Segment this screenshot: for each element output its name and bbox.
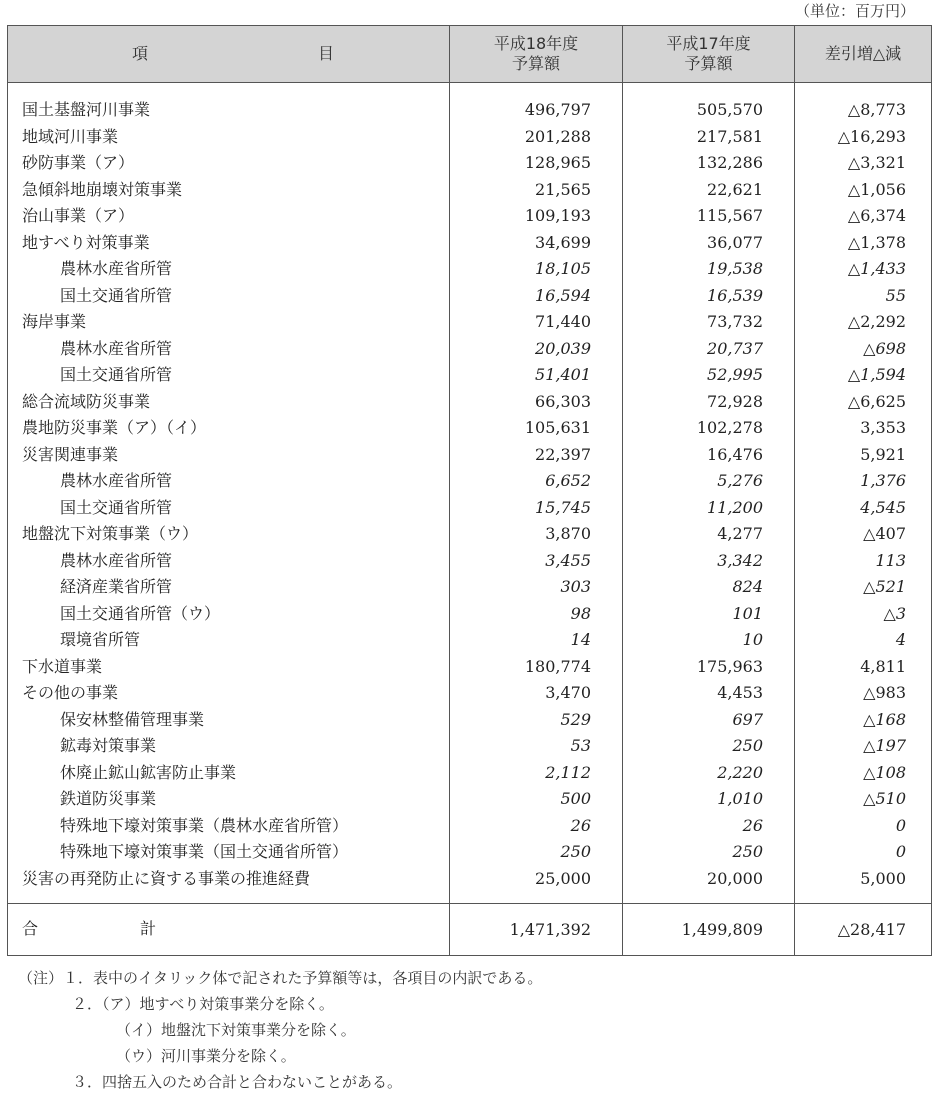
row-diff: 4 [795,627,932,654]
row-name: 国土交通省所管（ウ） [8,601,450,628]
row-diff: △2,292 [795,309,932,336]
row-fy18: 128,965 [450,150,623,177]
row-name: 農林水産省所管 [8,548,450,575]
disaster-budget-table [7,25,932,956]
row-fy17: 20,000 [623,866,795,893]
row-diff: 5,000 [795,866,932,893]
row-name: 国土交通省所管 [8,362,450,389]
header-fy18-label: 平成18年度 予算額 [493,34,579,73]
row-fy17: 132,286 [623,150,795,177]
row-fy17: 22,621 [623,177,795,204]
row-fy17: 824 [623,574,795,601]
row-diff: 0 [795,839,932,866]
row-fy18: 180,774 [450,654,623,681]
row-diff: △1,594 [795,362,932,389]
total-label-b: 計 [140,919,157,938]
table-row [8,336,932,363]
row-fy18: 16,594 [450,283,623,310]
table-row [8,786,932,813]
table-row [8,203,932,230]
row-diff: 5,921 [795,442,932,469]
row-fy18: 22,397 [450,442,623,469]
table-row [8,495,932,522]
table-row [8,680,932,707]
row-fy17: 72,928 [623,389,795,416]
row-diff: △3 [795,601,932,628]
table-row [8,813,932,840]
row-diff: 4,545 [795,495,932,522]
row-name: 地盤沈下対策事業（ウ） [8,521,450,548]
row-fy18: 496,797 [450,97,623,124]
row-fy18: 25,000 [450,866,623,893]
row-name: 災害の再発防止に資する事業の推進経費 [8,866,450,893]
row-fy17: 4,453 [623,680,795,707]
row-fy17: 4,277 [623,521,795,548]
row-fy17: 1,010 [623,786,795,813]
row-name: 保安林整備管理事業 [8,707,450,734]
row-fy18: 18,105 [450,256,623,283]
row-name: 特殊地下壕対策事業（国土交通省所管） [8,839,450,866]
row-fy17: 10 [623,627,795,654]
row-fy18: 51,401 [450,362,623,389]
row-fy18: 201,288 [450,124,623,151]
row-fy18: 3,470 [450,680,623,707]
table-row [8,389,932,416]
row-diff: △3,321 [795,150,932,177]
spacer-row [8,892,932,904]
row-fy18: 303 [450,574,623,601]
table-row [8,574,932,601]
row-name: 農林水産省所管 [8,336,450,363]
row-name: 特殊地下壕対策事業（農林水産省所管） [8,813,450,840]
header-item-b: 目 [318,44,335,63]
row-name: 下水道事業 [8,654,450,681]
row-fy18: 14 [450,627,623,654]
total-fy17: 1,499,809 [623,904,795,956]
row-name: 農地防災事業（ア）（イ） [8,415,450,442]
table-row [8,177,932,204]
unit-label: （単位：百万円） [794,2,915,20]
row-diff: △698 [795,336,932,363]
table-row [8,601,932,628]
row-fy17: 2,220 [623,760,795,787]
row-name: 鉄道防災事業 [8,786,450,813]
table-row [8,733,932,760]
header-fy17 [623,26,795,83]
row-fy18: 250 [450,839,623,866]
row-fy17: 20,737 [623,336,795,363]
row-diff: △168 [795,707,932,734]
header-item [8,26,450,83]
row-fy18: 2,112 [450,760,623,787]
row-name: 国土交通省所管 [8,495,450,522]
row-fy17: 250 [623,733,795,760]
row-fy17: 3,342 [623,548,795,575]
row-fy18: 20,039 [450,336,623,363]
row-diff: △1,433 [795,256,932,283]
header-diff [795,26,932,83]
row-diff: △510 [795,786,932,813]
row-name: 総合流域防災事業 [8,389,450,416]
row-fy17: 115,567 [623,203,795,230]
table-header-row [8,26,932,83]
row-fy18: 15,745 [450,495,623,522]
row-name: 経済産業省所管 [8,574,450,601]
table-row [8,283,932,310]
row-fy17: 52,995 [623,362,795,389]
total-fy18: 1,471,392 [450,904,623,956]
row-diff: 55 [795,283,932,310]
row-fy18: 26 [450,813,623,840]
row-fy18: 53 [450,733,623,760]
row-fy18: 21,565 [450,177,623,204]
row-name: 地すべり対策事業 [8,230,450,257]
row-fy17: 175,963 [623,654,795,681]
table-row [8,548,932,575]
row-diff: △197 [795,733,932,760]
row-fy17: 5,276 [623,468,795,495]
row-fy18: 109,193 [450,203,623,230]
row-diff: △983 [795,680,932,707]
row-diff: △6,625 [795,389,932,416]
row-name: 急傾斜地崩壊対策事業 [8,177,450,204]
row-fy17: 26 [623,813,795,840]
table-row [8,150,932,177]
spacer-row [8,83,932,98]
row-fy17: 697 [623,707,795,734]
note-line: （ウ）河川事業分を除く。 [116,1047,296,1065]
row-fy17: 16,539 [623,283,795,310]
table-row [8,627,932,654]
note-line: ２．（ア）地すべり対策事業分を除く。 [72,995,334,1013]
row-name: 国土基盤河川事業 [8,97,450,124]
row-fy18: 66,303 [450,389,623,416]
row-diff: △521 [795,574,932,601]
row-diff: △407 [795,521,932,548]
total-label [8,904,450,956]
row-name: 農林水産省所管 [8,468,450,495]
row-fy17: 11,200 [623,495,795,522]
row-fy18: 105,631 [450,415,623,442]
row-diff: △1,378 [795,230,932,257]
row-diff: △6,374 [795,203,932,230]
header-fy18 [450,26,623,83]
table-row [8,866,932,893]
row-fy17: 101 [623,601,795,628]
table-row [8,654,932,681]
row-fy17: 36,077 [623,230,795,257]
total-diff: △28,417 [795,904,932,956]
row-name: 地域河川事業 [8,124,450,151]
table-row [8,521,932,548]
row-diff: 1,376 [795,468,932,495]
row-diff: 3,353 [795,415,932,442]
table-row [8,97,932,124]
row-name: 災害関連事業 [8,442,450,469]
table-body [8,83,932,904]
row-diff: △16,293 [795,124,932,151]
row-name: 治山事業（ア） [8,203,450,230]
header-item-a: 項 [132,44,149,63]
row-fy17: 217,581 [623,124,795,151]
table-row [8,415,932,442]
note-line: ３．四捨五入のため合計と合わないことがある。 [72,1073,403,1091]
row-name: その他の事業 [8,680,450,707]
table-row [8,707,932,734]
row-diff: 0 [795,813,932,840]
table-row [8,256,932,283]
row-name: 環境省所管 [8,627,450,654]
row-diff: △8,773 [795,97,932,124]
table-row [8,468,932,495]
table-row [8,230,932,257]
row-name: 休廃止鉱山鉱害防止事業 [8,760,450,787]
row-diff: △108 [795,760,932,787]
row-fy18: 500 [450,786,623,813]
table-row [8,760,932,787]
row-name: 鉱毒対策事業 [8,733,450,760]
row-diff: △1,056 [795,177,932,204]
row-fy17: 16,476 [623,442,795,469]
row-fy18: 529 [450,707,623,734]
header-fy17-label: 平成17年度 予算額 [666,34,751,73]
row-fy17: 102,278 [623,415,795,442]
note-line: （イ）地盤沈下対策事業分を除く。 [116,1021,356,1039]
row-diff: 113 [795,548,932,575]
header-diff-label: 差引増△減 [824,44,902,63]
row-fy17: 73,732 [623,309,795,336]
row-fy18: 34,699 [450,230,623,257]
row-name: 農林水産省所管 [8,256,450,283]
note-line: （注）１．表中のイタリック体で記された予算額等は，各項目の内訳である。 [18,969,543,987]
row-fy18: 98 [450,601,623,628]
row-fy18: 6,652 [450,468,623,495]
table-row [8,362,932,389]
table-row [8,309,932,336]
table-row [8,124,932,151]
row-fy17: 505,570 [623,97,795,124]
row-name: 砂防事業（ア） [8,150,450,177]
row-fy18: 71,440 [450,309,623,336]
row-fy17: 250 [623,839,795,866]
table-row [8,442,932,469]
row-name: 国土交通省所管 [8,283,450,310]
total-label-a: 合 [22,919,39,938]
row-fy17: 19,538 [623,256,795,283]
row-fy18: 3,870 [450,521,623,548]
notes [18,965,542,1095]
total-row [8,904,932,956]
row-diff: 4,811 [795,654,932,681]
row-name: 海岸事業 [8,309,450,336]
table-row [8,839,932,866]
row-fy18: 3,455 [450,548,623,575]
